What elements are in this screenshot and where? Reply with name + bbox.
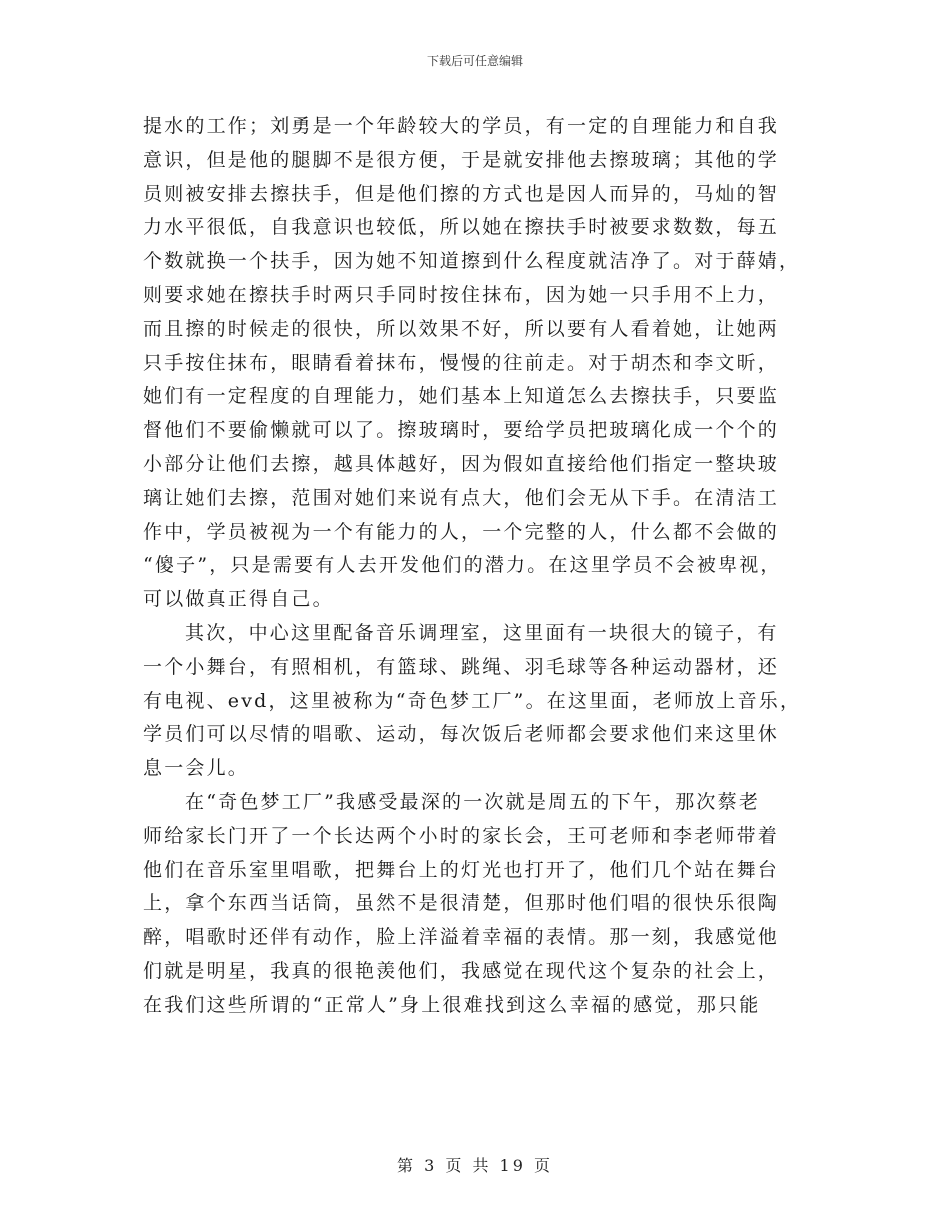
text-line: 醉，唱歌时还伴有动作，脸上洋溢着幸福的表情。那一刻，我感觉他 bbox=[143, 926, 780, 949]
page-footer: 第 3 页 共 19 页 bbox=[397, 1156, 553, 1175]
text-line: 力水平很低，自我意识也较低，所以她在擦扶手时被要求数数，每五 bbox=[143, 216, 780, 239]
text-line: 作中，学员被视为一个有能力的人，一个完整的人，什么都不会做的 bbox=[143, 520, 780, 543]
text-line: 意识，但是他的腿脚不是很方便，于是就安排他去擦玻璃；其他的学 bbox=[143, 148, 780, 171]
text-line: 提水的工作；刘勇是一个年龄较大的学员，有一定的自理能力和自我 bbox=[143, 115, 780, 137]
text-line: 在我们这些所谓的“正常人”身上很难找到这么幸福的感觉，那只能 bbox=[143, 993, 761, 1016]
text-line: 有电视、evd，这里被称为“奇色梦工厂”。在这里面，老师放上音乐， bbox=[143, 689, 802, 712]
text-line: 可以做真正得自己。 bbox=[143, 588, 334, 611]
text-line: 员则被安排去擦扶手，但是他们擦的方式也是因人而异的，马灿的智 bbox=[143, 182, 780, 205]
text-line: 们就是明星，我真的很艳羡他们，我感觉在现代这个复杂的社会上， bbox=[143, 959, 780, 982]
text-line: 璃让她们去擦，范围对她们来说有点大，他们会无从下手。在清洁工 bbox=[143, 486, 780, 509]
text-line: 个数就换一个扶手，因为她不知道擦到什么程度就洁净了。对于薛婧， bbox=[143, 250, 801, 273]
text-line: 学员们可以尽情的唱歌、运动，每次饭后老师都会要求他们来这里休 bbox=[143, 723, 780, 746]
text-line: 他们在音乐室里唱歌，把舞台上的灯光也打开了，他们几个站在舞台 bbox=[143, 858, 780, 881]
text-line: 督他们不要偷懒就可以了。擦玻璃时，要给学员把玻璃化成一个个的 bbox=[143, 419, 780, 442]
text-line: 在“奇色梦工厂”我感受最深的一次就是周五的下午，那次蔡老 bbox=[185, 790, 761, 813]
text-line: “傻子”，只是需要有人去开发他们的潜力。在这里学员不会被卑视， bbox=[143, 554, 782, 577]
text-line: 她们有一定程度的自理能力，她们基本上知道怎么去擦扶手，只要监 bbox=[143, 385, 780, 408]
body-text bbox=[143, 110, 823, 1023]
text-line: 则要求她在擦扶手时两只手同时按住抹布，因为她一只手用不上力， bbox=[143, 283, 780, 306]
text-line: 师给家长门开了一个长达两个小时的家长会，王可老师和李老师带着 bbox=[143, 824, 780, 847]
header-note: 下载后可任意编辑 bbox=[426, 54, 523, 68]
text-line: 而且擦的时候走的很快，所以效果不好，所以要有人看着她，让她两 bbox=[143, 317, 780, 340]
text-line: 一个小舞台，有照相机，有篮球、跳绳、羽毛球等各种运动器材，还 bbox=[143, 655, 780, 678]
text-line: 其次，中心这里配备音乐调理室，这里面有一块很大的镜子，有 bbox=[185, 621, 779, 644]
text-line: 只手按住抹布，眼睛看着抹布，慢慢的往前走。对于胡杰和李文昕， bbox=[143, 351, 780, 374]
text-line: 小部分让他们去擦，越具体越好，因为假如直接给他们指定一整块玻 bbox=[143, 452, 780, 475]
text-line: 上，拿个东西当话筒，虽然不是很清楚，但那时他们唱的很快乐很陶 bbox=[143, 892, 780, 915]
text-line: 息一会儿。 bbox=[143, 757, 250, 780]
